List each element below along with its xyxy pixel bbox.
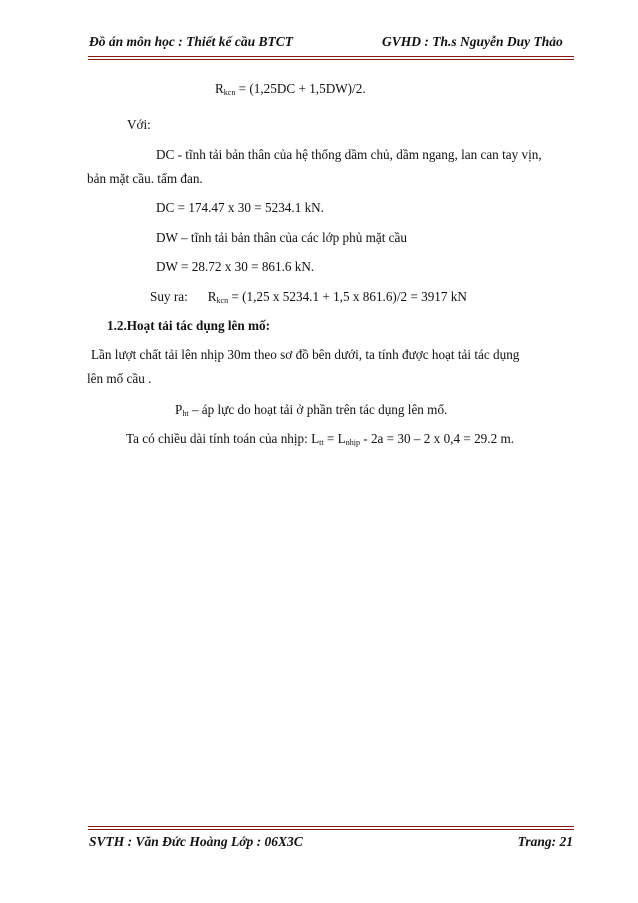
paragraph-line1: Lần lượt chất tải lên nhịp 30m theo sơ đồ bên dưới, ta tính được hoạt tải tác dụng bbox=[91, 347, 520, 362]
voi-label: Với: bbox=[127, 117, 151, 132]
span-length-calculation: Ta có chiều dài tính toán của nhịp: $L_{tt} = L_{nhịp} - 2a = 30 - 2$ x 0,4 = 29.2 m. bbox=[126, 431, 515, 447]
dw-description: DW – tĩnh tải bản thân của các lớp phủ mặt cầu bbox=[156, 230, 407, 245]
footer-page-number: Trang: 21 bbox=[517, 834, 573, 849]
pht-definition: $P_{ht}$ – áp lực do hoạt tải ở phần trên tác dụng lên mố. bbox=[175, 402, 448, 418]
dc-description-line1: DC - tĩnh tải bản thân của hệ thống dầm chủ, dầm ngang, lan can tay vịn, bbox=[156, 147, 542, 162]
paragraph-line2: lên mố cầu . bbox=[87, 371, 152, 386]
header-rule-thin bbox=[88, 59, 574, 60]
dc-value: DC = 174.47 x 30 = 5234.1 kN. bbox=[156, 200, 324, 215]
suy-ra-line: Suy ra: $R_{kcn} = (1,25$ x 5234.1 + 1,5 x 861.6)/2 = 3917 kN bbox=[150, 289, 467, 305]
dc-description-line2: bản mặt cầu. tấm đan. bbox=[87, 171, 203, 186]
header-instructor: GVHD : Th.s Nguyễn Duy Thảo bbox=[382, 34, 563, 49]
suy-ra-label: Suy ra: bbox=[150, 289, 188, 304]
section-heading: 1.2.Hoạt tải tác dụng lên mố: bbox=[107, 318, 271, 333]
formula-rkcn: $R_{kcn} = (1,25DC + 1,5DW)/2$. bbox=[215, 81, 366, 97]
header-rule-thick bbox=[88, 56, 574, 57]
header-course-title: Đồ án môn học : Thiết kế cầu BTCT bbox=[89, 34, 294, 49]
footer-rule-thin bbox=[88, 826, 574, 827]
footer-student-info: SVTH : Văn Đức Hoàng Lớp : 06X3C bbox=[89, 834, 303, 849]
dw-value: DW = 28.72 x 30 = 861.6 kN. bbox=[156, 259, 315, 274]
footer-rule-thick bbox=[88, 829, 574, 830]
